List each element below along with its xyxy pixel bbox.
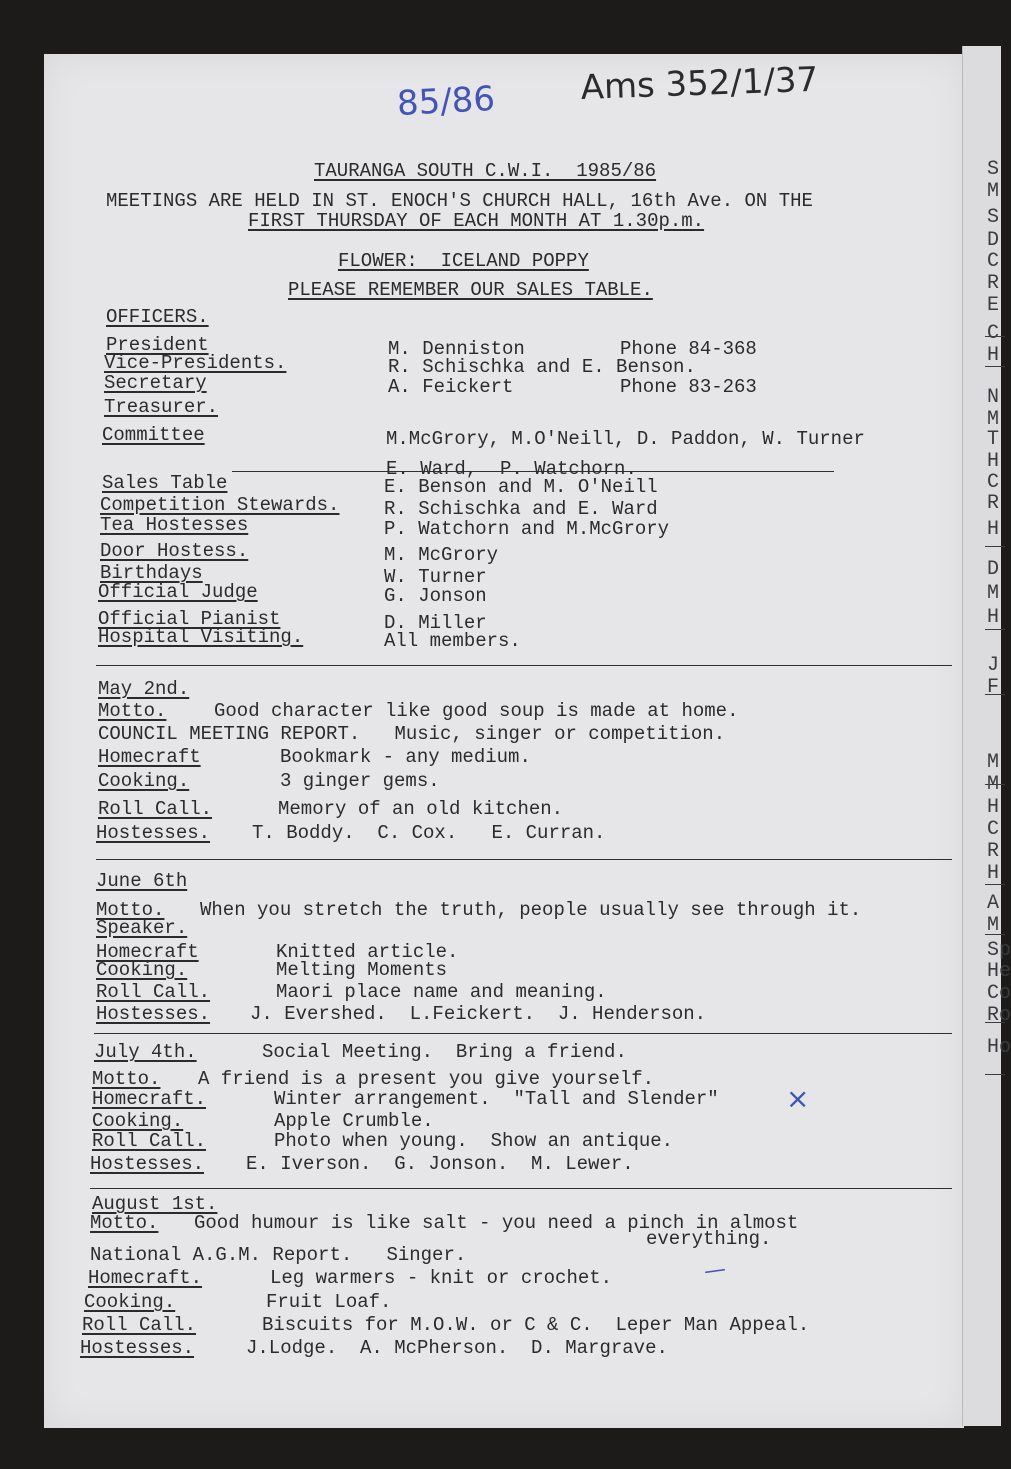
meeting-item-label: Motto. [92, 1068, 161, 1090]
meeting-item-text: Photo when young. Show an antique. [274, 1130, 674, 1152]
adjacent-page-rule [985, 784, 1005, 785]
officer-role: Sales Table [102, 472, 228, 494]
meeting-item-label: Motto. [96, 899, 165, 921]
meeting-item-text: Fruit Loaf. [266, 1291, 392, 1313]
adjacent-page-fragment: R [987, 492, 1000, 515]
officers-heading: OFFICERS. [106, 306, 209, 328]
handwritten-number: 85/86 [396, 78, 496, 124]
adjacent-page-fragment: J [987, 654, 1000, 677]
meeting-item-label: Speaker. [96, 917, 188, 939]
adjacent-page-fragment: H [987, 344, 1000, 367]
officer-role: Official Pianist [98, 608, 281, 630]
adjacent-page-fragment: T [987, 428, 1000, 451]
meeting-item-label: Motto. [98, 700, 167, 722]
adjacent-page-rule [985, 934, 1005, 935]
meeting-item-label: Homecraft. [88, 1267, 203, 1289]
meeting-item-text: Apple Crumble. [274, 1110, 434, 1132]
adjacent-page-fragment: C [987, 818, 1000, 841]
meeting-item-label: Motto. [90, 1212, 159, 1234]
officer-role: Competition Stewards. [100, 494, 340, 516]
adjacent-page-fragment: D [987, 558, 1000, 581]
adjacent-page-fragment: M [987, 751, 1000, 774]
officer-role: Secretary [104, 372, 207, 394]
meeting-item-text: Melting Moments [276, 959, 448, 981]
adjacent-page-fragment: R [987, 272, 1000, 295]
officer-name: P. Watchorn and M.McGrory [384, 518, 670, 540]
meeting-item-label: Homecraft [96, 941, 199, 963]
adjacent-page-fragment: S [987, 206, 1000, 229]
adjacent-page-fragment: F [987, 676, 1000, 699]
meeting-item-label: Homecraft [98, 746, 201, 768]
officer-name: R. Schischka and E. Benson. [388, 356, 696, 378]
officer-role: Hospital Visiting. [98, 626, 304, 648]
meeting-item-text: T. Boddy. C. Cox. E. Curran. [252, 822, 606, 844]
meeting-item-label: Hostesses. [80, 1337, 195, 1359]
adjacent-page-fragment: D [987, 229, 1000, 252]
adjacent-page-fragment: Sp [987, 939, 1011, 962]
section-divider [96, 859, 952, 860]
meeting-item-text: Bookmark - any medium. [280, 746, 531, 768]
meeting-item-text: Good character like good soup is made at home. [214, 700, 739, 722]
adjacent-page-fragment: M [987, 773, 1000, 796]
meeting-item-text: everything. [646, 1228, 772, 1250]
meeting-item-label: Roll Call. [98, 798, 213, 820]
adjacent-page-fragment: M [987, 914, 1000, 937]
meeting-item-text: A friend is a present you give yourself. [198, 1068, 655, 1090]
meeting-item-text: Knitted article. [276, 941, 459, 963]
meeting-date: August 1st. [92, 1193, 218, 1215]
officer-role: Vice-Presidents. [104, 352, 287, 374]
adjacent-page-fragment: R [987, 840, 1000, 863]
meeting-item-label: Hostesses. [96, 1003, 211, 1025]
adjacent-page-fragment: C [987, 471, 1000, 494]
officer-name: M. Denniston [388, 338, 525, 360]
flower-line: FLOWER: ICELAND POPPY [338, 250, 589, 272]
officer-name: G. Jonson [384, 585, 487, 607]
meetings-info-line1: MEETINGS ARE HELD IN ST. ENOCH'S CHURCH HALL, 16th Ave. ON THE [106, 190, 813, 212]
officer-role: Official Judge [98, 581, 258, 603]
section-divider [94, 1033, 952, 1034]
officer-role: Tea Hostesses [100, 514, 249, 536]
meeting-note: Social Meeting. Bring a friend. [262, 1041, 627, 1063]
adjacent-page-fragment: Ro [987, 1004, 1011, 1027]
meeting-item-text: National A.G.M. Report. Singer. [90, 1244, 467, 1266]
adjacent-page-rule [985, 884, 1005, 885]
adjacent-page-fragment: H [987, 518, 1000, 541]
adjacent-page-fragment: He [987, 960, 1011, 983]
meeting-item-text: 3 ginger gems. [280, 770, 440, 792]
meeting-item-text: J.Lodge. A. McPherson. D. Margrave. [246, 1337, 668, 1359]
meeting-date: July 4th. [94, 1041, 197, 1063]
meeting-item-label: Hostesses. [90, 1153, 205, 1175]
officer-name: E. Benson and M. O'Neill [384, 476, 658, 498]
adjacent-page-fragment: E [987, 294, 1000, 317]
adjacent-page-rule [985, 1074, 1005, 1075]
adjacent-page-fragment: M [987, 408, 1000, 431]
adjacent-page-fragment: H [987, 862, 1000, 885]
officer-role: Treasurer. [104, 396, 219, 418]
meeting-item-text: J. Evershed. L.Feickert. J. Henderson. [250, 1003, 707, 1025]
section-divider [90, 1188, 952, 1189]
meeting-item-label: Homecraft. [92, 1088, 207, 1110]
officer-name: A. Feickert [388, 376, 514, 398]
cross-mark-icon: × [786, 1082, 810, 1115]
adjacent-page-fragment: S [987, 158, 1000, 181]
meeting-item-text: When you stretch the truth, people usually see through it. [200, 899, 862, 921]
officer-name: R. Schischka and E. Ward [384, 498, 658, 520]
adjacent-page-fragment: Ho [987, 1036, 1011, 1059]
meeting-item-text: Winter arrangement. "Tall and Slender" [274, 1088, 719, 1110]
meeting-item-label: Cooking. [98, 770, 190, 792]
meeting-item-label: Cooking. [84, 1291, 176, 1313]
adjacent-page-rule [985, 366, 1005, 367]
meeting-item-text: E. Iverson. G. Jonson. M. Lewer. [246, 1153, 634, 1175]
officer-name: W. Turner [384, 566, 487, 588]
meeting-item-label: Cooking. [96, 959, 188, 981]
adjacent-page-fragment: Co [987, 982, 1011, 1005]
adjacent-page-fragment: M [987, 582, 1000, 605]
officer-name: All members. [384, 630, 521, 652]
adjacent-page-fragment: C [987, 322, 1000, 345]
adjacent-page-fragment: M [987, 180, 1000, 203]
officer-phone: Phone 83-263 [620, 376, 757, 398]
pen-dash-icon: — [702, 1256, 728, 1285]
meeting-item-text: Memory of an old kitchen. [278, 798, 564, 820]
adjacent-page-rule [985, 546, 1005, 547]
officer-role: President [106, 334, 209, 356]
adjacent-page-fragment: H [987, 450, 1000, 473]
officer-role: Door Hostess. [100, 540, 249, 562]
adjacent-page-fragment: H [987, 796, 1000, 819]
meeting-item-text: Maori place name and meaning. [276, 981, 607, 1003]
adjacent-page-rule [985, 694, 1005, 695]
adjacent-page-fragment: A [987, 892, 1000, 915]
adjacent-page-fragment: H [987, 606, 1000, 629]
officer-phone: Phone 84-368 [620, 338, 757, 360]
meeting-item-label: Roll Call. [96, 981, 211, 1003]
officer-role: Committee [102, 424, 205, 446]
adjacent-page-edge [962, 46, 1011, 1426]
adjacent-page-rule [985, 336, 1005, 337]
meeting-item-text: Leg warmers - knit or crochet. [270, 1267, 613, 1289]
meeting-date: May 2nd. [98, 678, 190, 700]
meeting-item-label: Roll Call. [92, 1130, 207, 1152]
officer-name: M. McGrory [384, 544, 499, 566]
meeting-item-text: COUNCIL MEETING REPORT. Music, singer or competition. [98, 723, 726, 745]
adjacent-page-rule [985, 629, 1005, 630]
meeting-item-label: Roll Call. [82, 1314, 197, 1336]
meeting-item-label: Hostesses. [96, 822, 211, 844]
meetings-info-line2: FIRST THURSDAY OF EACH MONTH AT 1.30p.m. [248, 210, 705, 232]
committee-divider [232, 471, 834, 472]
meeting-date: June 6th [96, 870, 188, 892]
handwritten-archive-reference: Ams 352/1/37 [580, 59, 819, 108]
page-title: TAURANGA SOUTH C.W.I. 1985/86 [314, 160, 657, 182]
adjacent-page-fragment: C [987, 250, 1000, 273]
meeting-item-text: Good humour is like salt - you need a pinch in almost [194, 1212, 799, 1234]
officer-name: E. Ward, P. Watchorn. [386, 458, 637, 480]
section-divider [96, 665, 952, 666]
adjacent-page-rule [985, 1022, 1005, 1023]
meeting-item-text: Biscuits for M.O.W. or C & C. Leper Man Appeal. [262, 1314, 810, 1336]
officer-name: M.McGrory, M.O'Neill, D. Paddon, W. Turner [386, 428, 865, 450]
officer-role: Birthdays [100, 562, 203, 584]
sales-reminder: PLEASE REMEMBER OUR SALES TABLE. [288, 279, 653, 301]
adjacent-page-fragment: N [987, 386, 1000, 409]
officer-name: D. Miller [384, 612, 487, 634]
meeting-item-label: Cooking. [92, 1110, 184, 1132]
